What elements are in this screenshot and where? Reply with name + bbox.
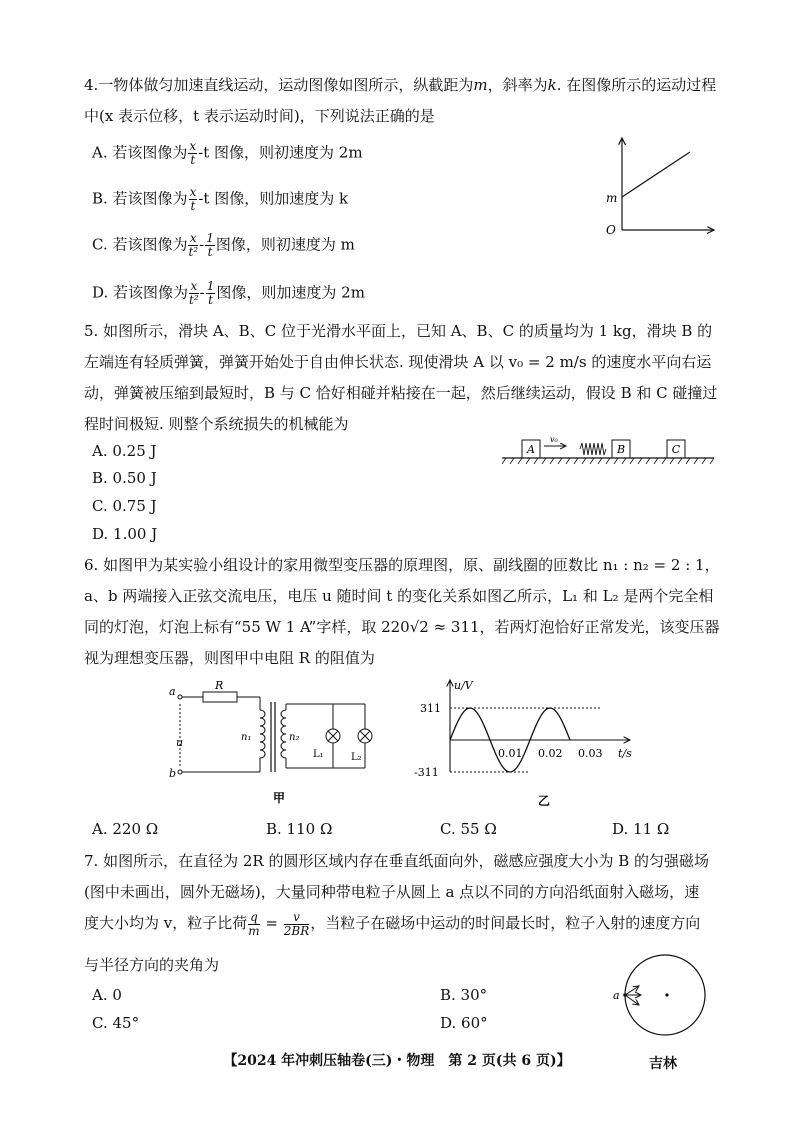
svg-text:C: C	[671, 443, 681, 456]
watermark-stamp: 吉林	[649, 1056, 677, 1072]
q7-option-d[interactable]: D. 60°	[440, 1014, 488, 1032]
velocity-arrow-down	[625, 995, 639, 1005]
spring	[580, 443, 606, 455]
q6-voltage-wave	[410, 672, 650, 812]
q7-option-a[interactable]: A. 0	[92, 986, 122, 1004]
svg-text:A: A	[527, 443, 535, 456]
q4-option-b[interactable]: B. 若该图像为 $\frac{x}{t}$ -t 图像，则加速度为 k	[92, 185, 349, 213]
q5-option-a[interactable]: A. 0.25 J	[92, 442, 157, 460]
tick-002: 0.02	[538, 747, 563, 760]
svg-text:n₂: n₂	[289, 732, 300, 743]
q5-sliders-figure	[502, 432, 717, 468]
q5-option-b[interactable]: B. 0.50 J	[92, 469, 157, 487]
q5-stem: 5. 如图所示，滑块 A、B、C 位于光滑水平面上，已知 A、B、C 的质量均为 1 kg，滑块 B 的左端连有轻质弹簧，弹簧开始处于自由伸长状态. 现使滑块 A 以 v₀ = 2 m/s 的速度水平向右运动，弹簧被压缩到最短时，B 与 C 恰好相碰并粘接在一起，然后继续运动，假设 B 和 C 碰撞过程时间极短. 则整个系统损失的机械能为	[84, 322, 718, 433]
ground-hatching	[502, 458, 714, 464]
origin-label: O	[606, 223, 616, 237]
q5-option-c[interactable]: C. 0.75 J	[92, 497, 157, 515]
center-dot	[665, 993, 668, 996]
svg-text:B: B	[616, 443, 626, 456]
caption-yi: 乙	[538, 794, 551, 808]
q5-option-d[interactable]: D. 1.00 J	[92, 525, 158, 543]
q6-option-c[interactable]: C. 55 Ω	[440, 820, 497, 838]
intercept-label: m	[606, 191, 618, 205]
q4-option-c[interactable]: C. 若该图像为 $\frac{x}{\text{t²}}$ - $\frac{1}{t}$ 图像，则初速度为 m	[92, 231, 355, 259]
resistor-r	[203, 692, 237, 702]
v0-label: v₀	[550, 435, 558, 444]
tick-001: 0.01	[498, 747, 523, 760]
velocity-arrow-up	[625, 986, 639, 995]
svg-text:u: u	[176, 736, 184, 749]
svg-text:u/V: u/V	[454, 679, 473, 692]
caption-jia: 甲	[273, 791, 286, 805]
svg-text:L₂: L₂	[351, 752, 362, 763]
svg-text:a: a	[613, 989, 620, 1002]
q7-stem-part3: 与半径方向的夹角为	[84, 956, 220, 974]
tick-003: 0.03	[578, 747, 603, 760]
terminal-a	[178, 695, 182, 699]
q6-transformer-circuit	[165, 680, 385, 810]
q6-option-b[interactable]: B. 110 Ω	[266, 820, 333, 838]
q7-magnetic-circle	[605, 948, 725, 1040]
terminal-b	[178, 770, 182, 774]
q6-option-d[interactable]: D. 11 Ω	[612, 820, 670, 838]
q4-option-a[interactable]: A. 若该图像为 $\frac{x}{t}$ -t 图像，则初速度为 2m	[92, 139, 363, 167]
q4-linear-graph	[596, 130, 721, 245]
q4-option-d[interactable]: D. 若该图像为 $\frac{x}{\text{t²}}$ - $\frac{1}{t}$ 图像，则加速度为 2m	[92, 279, 365, 307]
ymax-label: 311	[420, 702, 441, 715]
q6-option-a[interactable]: A. 220 Ω	[92, 820, 159, 838]
graph-line	[622, 152, 690, 197]
q7-option-b[interactable]: B. 30°	[440, 986, 488, 1004]
svg-text:L₁: L₁	[313, 749, 324, 760]
q7-stem-part1: 7. 如图所示，在直径为 2R 的圆形区域内存在垂直纸面向外，磁感应强度大小为 B 的匀强磁场(图中未画出，圆外无磁场)，大量同种带电粒子从圆上 a 点以不同的方向沿纸面射入磁场，速	[84, 852, 710, 901]
secondary-coil	[281, 710, 286, 758]
svg-text:a: a	[169, 685, 176, 698]
q6-stem: 6. 如图甲为某实验小组设计的家用微型变压器的原理图，原、副线圈的匝数比 n₁ : n₂ = 2 : 1，a、b 两端接入正弦交流电压，电压 u 随时间 t 的变化关系如图乙所示，L₁ 和 L₂ 是两个完全相同的灯泡，灯泡上标有“55 W 1 A”字样，取 220√2 ≈ 311，若两灯泡恰好正常发光，该变压器视为理想变压器，则图甲中电阻 R 的阻值为	[84, 556, 720, 667]
primary-coil	[260, 710, 265, 758]
svg-text:R: R	[215, 680, 224, 692]
svg-text:n₁: n₁	[241, 732, 252, 743]
svg-text:t/s: t/s	[618, 747, 632, 760]
page-footer: 【2024 年冲刺压轴卷(三)・物理 第 2 页(共 6 页)】	[223, 1053, 571, 1069]
svg-text:b: b	[169, 767, 177, 780]
q7-stem-part2: 度大小均为 v，粒子比荷 $\frac{q}{m}$ = $\frac{v}{2BR}$ ，当粒子在磁场中运动的时间最长时，粒子入射的速度方向	[84, 909, 701, 938]
q4-stem: 4.一物体做匀加速直线运动，运动图像如图所示，纵截距为m，斜率为k. 在图像所示的运动过程中(x 表示位移，t 表示运动时间)，下列说法正确的是	[84, 76, 717, 125]
ymin-label: -311	[414, 766, 439, 779]
q7-option-c[interactable]: C. 45°	[92, 1014, 140, 1032]
